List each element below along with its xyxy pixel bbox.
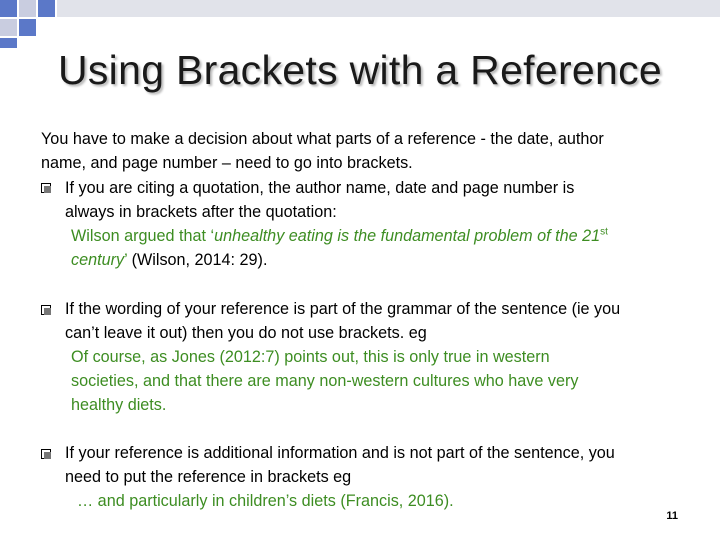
bullet-3-line-2: need to put the reference in brackets eg — [65, 468, 352, 486]
bullet-1-example-line-1 — [71, 224, 608, 248]
slide-title: Using Brackets with a Reference — [57, 47, 663, 93]
example-1-lead: Wilson argued that ‘ — [71, 227, 215, 245]
bullet-2-example-line-2: societies, and that there are many non-western cultures who have very — [71, 372, 579, 390]
bullet-2-example-line-3: healthy diets. — [71, 396, 167, 414]
bullet-3-icon — [41, 449, 51, 459]
bullet-1-line-2: always in brackets after the quotation: — [65, 203, 337, 221]
bullet-1-example-line-2 — [71, 248, 267, 272]
example-1-citation: (Wilson, 2014: 29). — [131, 251, 268, 269]
bullet-2-line-1: If the wording of your reference is part of the grammar of the sentence (ie you — [65, 300, 621, 318]
decorative-header-squares — [0, 0, 720, 50]
intro-line-1: You have to make a decision about what parts of a reference - the date, author — [41, 130, 604, 148]
example-1-quote-end: century — [71, 251, 125, 269]
bullet-3-line-1: If your reference is additional information and is not part of the sentence, you — [65, 444, 615, 462]
example-1-quote: unhealthy eating is the fundamental problem of the 21 — [214, 227, 601, 245]
bullet-3-example: … and particularly in children’s diets (Francis, 2016). — [77, 492, 454, 510]
bullet-2-example-line-1: Of course, as Jones (2012:7) points out, this is only true in western — [71, 348, 550, 366]
intro-line-2: name, and page number – need to go into brackets. — [41, 154, 413, 172]
bullet-1-line-1: If you are citing a quotation, the author name, date and page number is — [65, 179, 575, 197]
bullet-2-line-2: can’t leave it out) then you do not use brackets. eg — [65, 324, 427, 342]
example-1-close-mark: ’ — [124, 251, 132, 269]
bullet-2-icon — [41, 305, 51, 315]
example-1-sup: st — [600, 226, 608, 238]
bullet-1-icon — [41, 183, 51, 193]
page-number: 11 — [666, 510, 678, 522]
